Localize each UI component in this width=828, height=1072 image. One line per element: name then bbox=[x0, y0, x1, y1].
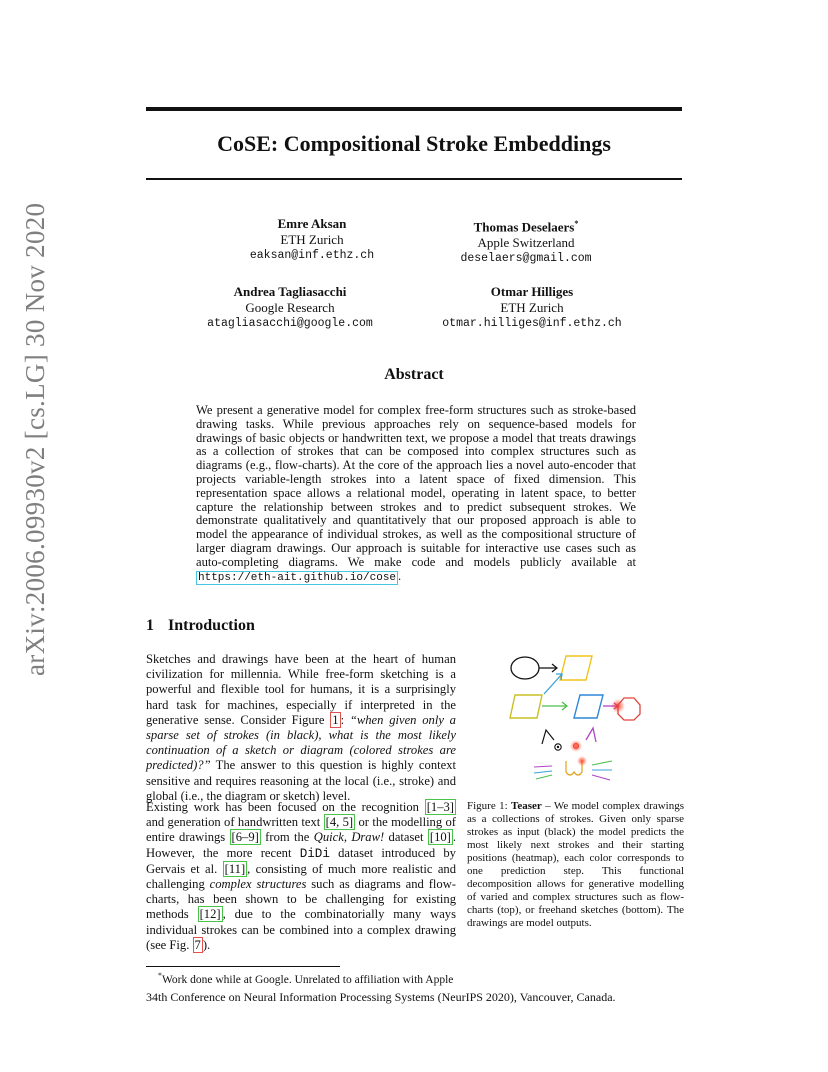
author-name: Otmar Hilliges bbox=[490, 284, 574, 299]
citation-link[interactable]: [12] bbox=[199, 907, 221, 922]
author-email[interactable]: eaksan@inf.ethz.ch bbox=[249, 249, 375, 262]
abstract-text: We present a generative model for complex free-form structures such as stroke-based drawing tasks. While previous approaches rely on sequence-based models for drawings of basic objects or handwritten text, we propose a model that treats drawings as a collection of strokes that can be composed into complex structures such as diagrams (e.g., flow-charts). At the core of the approach lies a novel auto-encoder that projects variable-length strokes into a latent space of fixed dimension. This representation space allows a relational model, operating in latent space, to better capture the relationship between strokes and to predict subsequent strokes. We demonstrate qualitatively and quantitatively that our proposed approach is able to model the appearance of individual strokes, as well as the compositional structure of larger diagram drawings. Our approach is suitable for interactive use cases such as auto-completing diagrams. We make code and models publicly available at https://eth-ait.github.io/cose . bbox=[196, 403, 636, 584]
citation-link[interactable]: [4, 5] bbox=[325, 815, 354, 830]
code-url-link[interactable]: https://eth-ait.github.io/cose bbox=[198, 571, 397, 584]
author-email[interactable]: otmar.hilliges@inf.ethz.ch bbox=[442, 317, 622, 330]
citation-link[interactable]: [10] bbox=[429, 830, 451, 845]
citation-link[interactable]: [6–9] bbox=[231, 830, 259, 845]
caption-label: Figure 1: bbox=[467, 800, 512, 812]
section-heading bbox=[146, 617, 255, 635]
author-affiliation: Google Research bbox=[245, 300, 335, 315]
footnote-marker: * bbox=[574, 219, 579, 228]
figure-caption: Figure 1: Teaser – We model complex drawings as a collections of strokes. Given only sparse strokes as input (black) the model predicts the most likely next strokes and their starting positions (heatmap), each color corresponds to one prediction step. This functional decomposition allows for generative modelling of varied and complex structures such as flow-charts (top), or freehand sketches (bottom). The drawings are model outputs. bbox=[467, 800, 684, 929]
author-block bbox=[412, 284, 652, 332]
author-block bbox=[170, 284, 410, 332]
conference-line: 34th Conference on Neural Information Processing Systems (NeurIPS 2020), Vancouver, Canada. bbox=[146, 990, 616, 1004]
author-email[interactable]: deselaers@gmail.com bbox=[460, 252, 592, 266]
intro-paragraph: Sketches and drawings have been at the heart of human civilization for millennia. While free-form sketching is a powerful and flexible tool for humans, it is a surprisingly hard task for machines, especially if interpreted in the generative sense. Consider Figure 1 : “when given only a sparse set of strokes (in black), what is the most likely continuation of a sketch or diagram (colored strokes are predicted)?” The answer to this question is highly context sensitive and requires reasoning at the local (i.e., stroke) and global (i.e., the diagram or sketch) level. bbox=[146, 652, 456, 803]
title-rule-top bbox=[146, 107, 682, 111]
teaser-figure bbox=[500, 648, 646, 794]
arxiv-stamp: arXiv:2006.09930v2 [cs.LG] 30 Nov 2020 bbox=[20, 202, 50, 676]
section-title: Introduction bbox=[168, 617, 255, 634]
footnote: *Work done while at Google. Unrelated to affiliation with Apple bbox=[158, 971, 454, 986]
author-block bbox=[192, 216, 432, 264]
author-affiliation: Apple Switzerland bbox=[477, 235, 575, 251]
author-affiliation: ETH Zurich bbox=[280, 232, 344, 247]
author-email[interactable]: atagliasacchi@google.com bbox=[207, 317, 373, 330]
author-name: Thomas Deselaers* bbox=[473, 219, 579, 235]
section-number: 1 bbox=[146, 617, 154, 634]
author-block bbox=[406, 216, 646, 267]
author-affiliation: ETH Zurich bbox=[500, 300, 564, 315]
author-name: Emre Aksan bbox=[277, 216, 347, 231]
caption-title: Teaser bbox=[511, 800, 542, 812]
author-name: Andrea Tagliasacchi bbox=[233, 284, 347, 299]
citation-link[interactable]: [1–3] bbox=[426, 800, 454, 814]
figure-link[interactable]: 1 bbox=[332, 712, 339, 727]
title-rule-bottom bbox=[146, 178, 682, 180]
paper-title: CoSE: Compositional Stroke Embeddings bbox=[217, 131, 611, 156]
figure-link[interactable]: 7 bbox=[194, 937, 201, 952]
abstract-heading: Abstract bbox=[384, 366, 444, 383]
footnote-divider bbox=[146, 966, 340, 967]
citation-link[interactable]: [11] bbox=[224, 861, 246, 876]
quote-text: “when given only a sparse set of strokes (in black), what is the most likely continuation of a sketch or diagram (colored strokes are predicted)?” bbox=[146, 712, 456, 773]
intro-paragraph: Existing work has been focused on the recognition [1–3] and generation of handwritten text [4, 5] or the modelling of entire drawings [6–9] from the Quick, Draw! dataset [10] . However, the more recent DiDi dataset introduced by Gervais et al. [11] , consisting of much more realistic and challenging complex structures such as diagrams and flow-charts, has been shown to be challenging for existing methods [12] , due to the combinatorially many ways individual strokes can be combined into a complex drawing (see Fig. 7 ). bbox=[146, 800, 457, 952]
